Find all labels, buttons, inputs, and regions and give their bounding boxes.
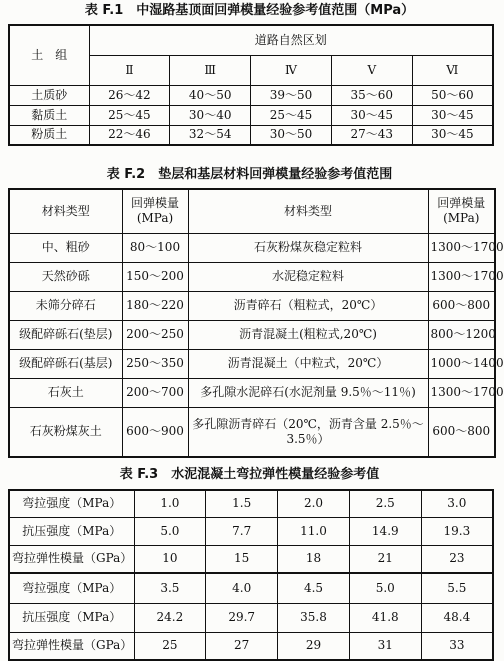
modulus-value: 800～1200: [428, 320, 495, 349]
table-cell: 11.0: [278, 517, 350, 545]
table-cell: 2.0: [278, 490, 350, 517]
material-header: 材料类型: [188, 189, 428, 233]
table-cell: 25～45: [89, 105, 170, 125]
row-label: 弯拉强度（MPa）: [9, 490, 134, 517]
table-cell: 39～50: [251, 85, 332, 105]
modulus-value: 1000～1400: [428, 349, 495, 378]
material-name: 石灰粉煤灰稳定粒料: [188, 233, 428, 262]
modulus-value: 600～800: [428, 291, 495, 320]
table-row: [9, 320, 495, 349]
modulus-value: 180～220: [122, 291, 188, 320]
row-label: 抗压强度（MPa）: [9, 603, 134, 632]
table-row: [9, 233, 495, 262]
modulus-header-line2: (MPa): [136, 211, 174, 226]
table-cell: 30～45: [412, 125, 493, 145]
material-name: 石灰土: [9, 378, 122, 407]
table-row: [9, 407, 495, 457]
table-cell: 29.7: [206, 603, 278, 632]
table-cell: 7.7: [206, 517, 278, 545]
table-row: [9, 573, 493, 603]
table-cell: 31: [349, 632, 421, 660]
table-cell: 32～54: [170, 125, 251, 145]
modulus-value: 600～900: [122, 407, 188, 457]
material-name: 天然砂砾: [9, 262, 122, 291]
material-name: 沥青混凝土(粗粒式,20℃): [188, 320, 428, 349]
table-row: [9, 517, 493, 545]
table-cell: 19.3: [421, 517, 493, 545]
material-name: 中、粗砂: [9, 233, 122, 262]
soil-name: 黏质土: [9, 105, 89, 125]
modulus-header: [428, 189, 495, 233]
table-row: [9, 632, 493, 660]
table-cell: 30～45: [331, 105, 412, 125]
material-name: 多孔隙水泥碎石(水泥剂量 9.5％～11％): [188, 378, 428, 407]
table-f2: [8, 188, 504, 458]
modulus-value: 1300～1700: [428, 262, 495, 291]
modulus-value: 200～700: [122, 378, 188, 407]
table-cell: 1.5: [206, 490, 278, 517]
table-cell: 29: [278, 632, 350, 660]
soil-group-header: 土 组: [9, 25, 89, 85]
table-cell: 14.9: [349, 517, 421, 545]
table-row: [9, 378, 495, 407]
table-cell: 25: [134, 632, 206, 660]
table-f1-caption: 表 F.1 中湿路基顶面回弹模量经验参考值范围（MPa）: [84, 3, 415, 18]
table-cell: 5.0: [134, 517, 206, 545]
table-row: [9, 603, 493, 632]
table-cell: 23: [421, 545, 493, 573]
region-header: Ⅵ: [412, 55, 493, 85]
table-row: [9, 105, 493, 125]
modulus-header-line1: 回弹模量: [130, 196, 179, 211]
table-cell: 30～40: [170, 105, 251, 125]
table-cell: 1.0: [134, 490, 206, 517]
material-name: 多孔隙沥青碎石（20℃，沥青含量 2.5％～3.5％）: [188, 407, 428, 457]
table-cell: 41.8: [349, 603, 421, 632]
table-row: [9, 545, 493, 573]
table-cell: 3.0: [421, 490, 493, 517]
table-cell: 21: [349, 545, 421, 573]
modulus-value: 1300～1700: [428, 233, 495, 262]
region-header: Ⅲ: [170, 55, 251, 85]
table-cell: 10: [134, 545, 206, 573]
table-cell: 48.4: [421, 603, 493, 632]
row-label: 抗压强度（MPa）: [9, 517, 134, 545]
material-name: 水泥稳定粒料: [188, 262, 428, 291]
table-cell: 18: [278, 545, 350, 573]
material-header: 材料类型: [9, 189, 122, 233]
material-name: 级配碎砾石(基层): [9, 349, 122, 378]
material-name: 级配碎砾石(垫层): [9, 320, 122, 349]
row-label: 弯拉强度（MPa）: [9, 573, 134, 603]
modulus-header: [122, 189, 188, 233]
table-cell: 24.2: [134, 603, 206, 632]
table-cell: 27～43: [331, 125, 412, 145]
modulus-value: 250～350: [122, 349, 188, 378]
modulus-value: 1300～1700: [428, 378, 495, 407]
row-label: 弯拉弹性模量（GPa）: [9, 632, 134, 660]
material-name: 未筛分碎石: [9, 291, 122, 320]
table-f1: [8, 24, 494, 146]
material-name: 沥青混凝土（中粒式，20℃）: [188, 349, 428, 378]
table-cell: 4.0: [206, 573, 278, 603]
soil-name: 土质砂: [9, 85, 89, 105]
table-cell: 25～45: [251, 105, 332, 125]
table-cell: 4.5: [278, 573, 350, 603]
table-f2-caption: 表 F.2 垫层和基层材料回弹模量经验参考值范围: [106, 167, 393, 182]
table-row: [9, 490, 493, 517]
modulus-value: 80～100: [122, 233, 188, 262]
table-cell: 50～60: [412, 85, 493, 105]
modulus-value: 200～250: [122, 320, 188, 349]
table-f3-caption: 表 F.3 水泥混凝土弯拉弹性模量经验参考值: [119, 467, 380, 482]
table-cell: 5.5: [421, 573, 493, 603]
material-name: 沥青碎石（粗粒式，20℃）: [188, 291, 428, 320]
modulus-header-line1: 回弹模量: [437, 196, 486, 211]
region-header: Ⅴ: [331, 55, 412, 85]
table-row: [9, 262, 495, 291]
region-group-header: 道路自然区划: [89, 25, 493, 55]
region-header: Ⅳ: [251, 55, 332, 85]
row-label: 弯拉弹性模量（GPa）: [9, 545, 134, 573]
material-name: 石灰粉煤灰土: [9, 407, 122, 457]
table-row: [9, 349, 495, 378]
modulus-header-line2: (MPa): [443, 211, 480, 226]
table-cell: 35.8: [278, 603, 350, 632]
table-cell: 27: [206, 632, 278, 660]
table-cell: 30～45: [412, 105, 493, 125]
table-row: [9, 125, 493, 145]
table-cell: 2.5: [349, 490, 421, 517]
modulus-value: 150～200: [122, 262, 188, 291]
table-cell: 26～42: [89, 85, 170, 105]
modulus-value: 600～800: [428, 407, 495, 457]
soil-name: 粉质土: [9, 125, 89, 145]
table-cell: 15: [206, 545, 278, 573]
table-row: [9, 291, 495, 320]
table-cell: 33: [421, 632, 493, 660]
table-cell: 22～46: [89, 125, 170, 145]
table-cell: 5.0: [349, 573, 421, 603]
table-cell: 30～50: [251, 125, 332, 145]
table-cell: 40～50: [170, 85, 251, 105]
table-f3: [8, 489, 494, 661]
table-cell: 3.5: [134, 573, 206, 603]
table-row: [9, 85, 493, 105]
table-cell: 35～60: [331, 85, 412, 105]
region-header: Ⅱ: [89, 55, 170, 85]
